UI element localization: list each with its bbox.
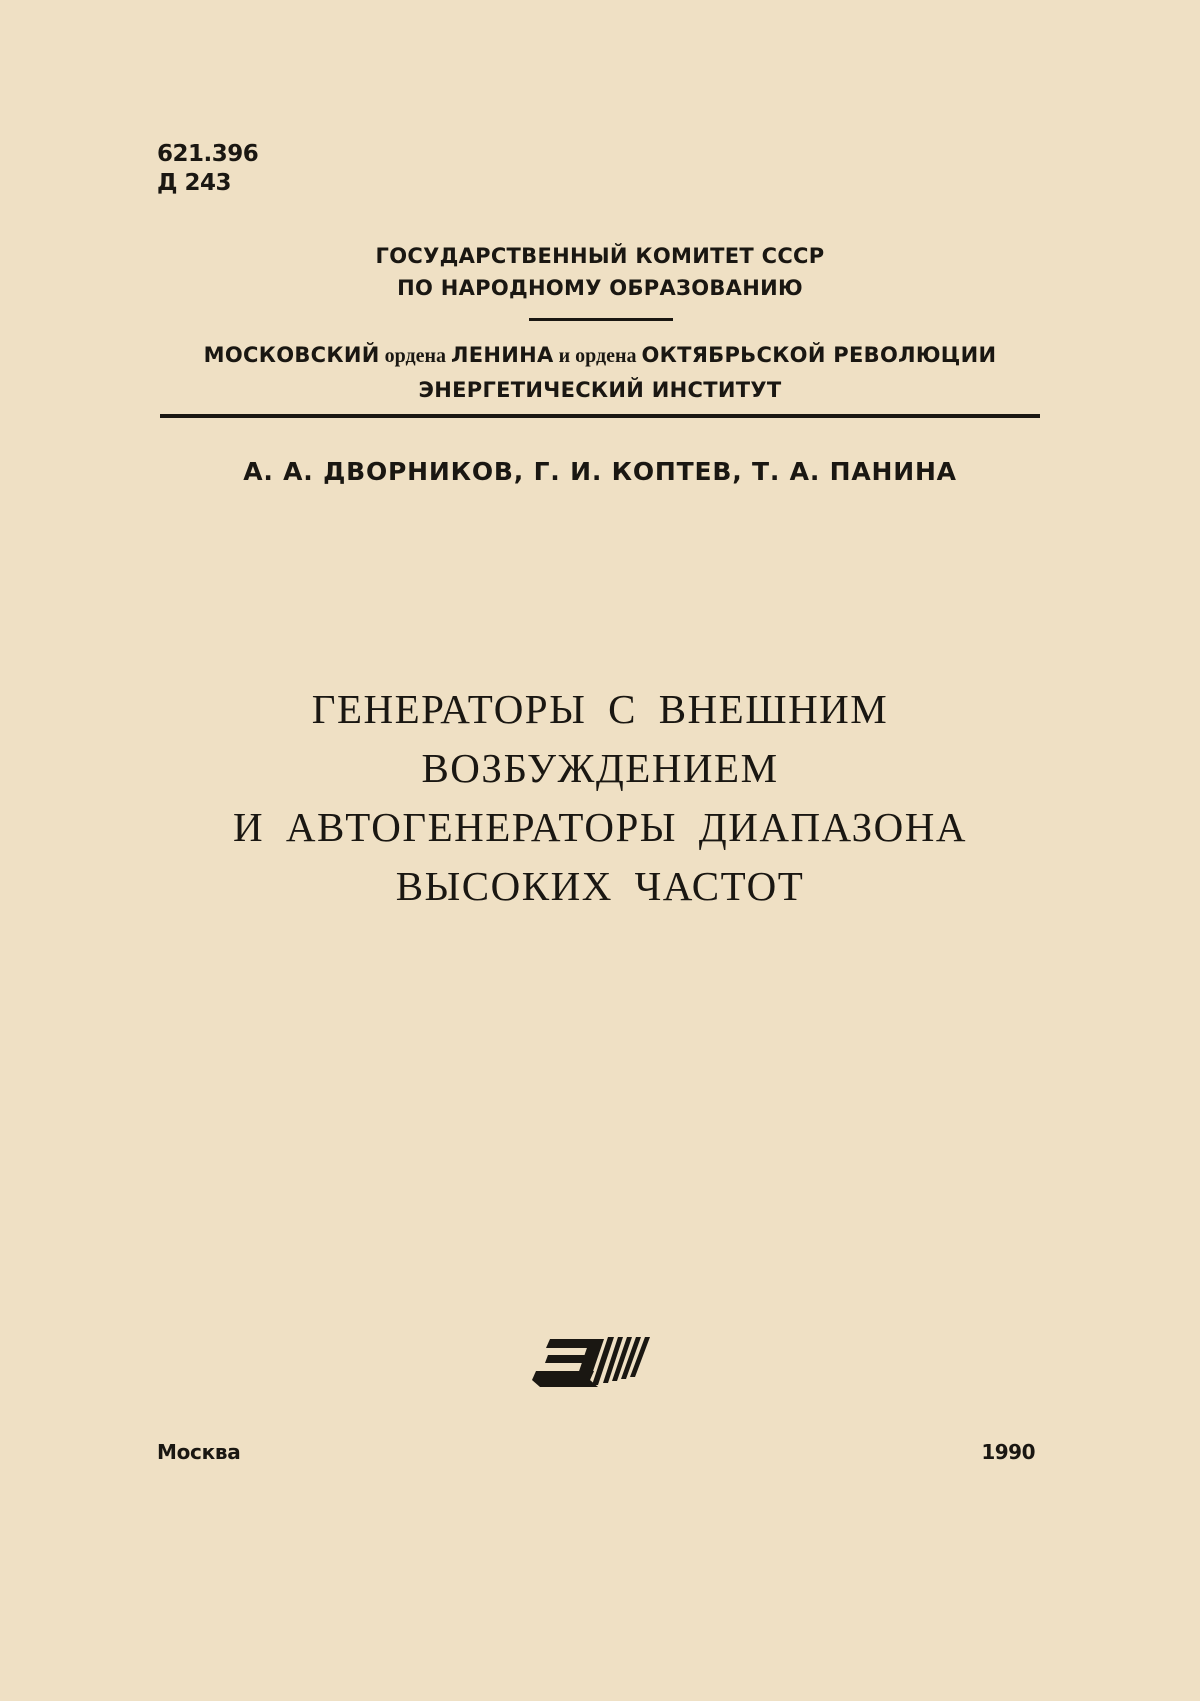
institute-heading [0, 338, 1200, 407]
long-divider [160, 414, 1040, 418]
author-mark: Д 243 [157, 170, 232, 196]
institute-name-part-4: и ордена [553, 345, 642, 367]
institute-line-2: ЭНЕРГЕТИЧЕСКИЙ ИНСТИТУТ [418, 378, 782, 402]
title-line-2: ВОЗБУЖДЕНИЕМ [421, 745, 779, 791]
institute-line-1 [0, 338, 1200, 373]
publication-city: Москва [157, 1440, 241, 1464]
publication-year: 1990 [981, 1440, 1035, 1464]
udc-code: 621.396 [157, 141, 259, 167]
committee-line-2: ПО НАРОДНОМУ ОБРАЗОВАНИЮ [397, 276, 803, 300]
committee-line-1: ГОСУДАРСТВЕННЫЙ КОМИТЕТ СССР [375, 244, 825, 268]
title-line-1: ГЕНЕРАТОРЫ С ВНЕШНИМ [311, 686, 889, 732]
institute-name-part-5: ОКТЯБРЬСКОЙ РЕВОЛЮЦИИ [641, 343, 997, 367]
publisher-logo-icon [528, 1335, 652, 1395]
title-line-4: ВЫСОКИХ ЧАСТОТ [395, 863, 805, 909]
authors: А. А. ДВОРНИКОВ, Г. И. КОПТЕВ, Т. А. ПАНИНА [243, 457, 957, 486]
institute-name-part-3: ЛЕНИНА [450, 343, 554, 367]
committee-heading [0, 240, 1200, 304]
institute-name-part-1: МОСКОВСКИЙ [203, 343, 380, 367]
book-title [0, 680, 1200, 916]
udc-classification [157, 140, 258, 198]
institute-name-part-2: ордена [379, 345, 451, 367]
short-divider [529, 318, 673, 321]
title-line-3: И АВТОГЕНЕРАТОРЫ ДИАПАЗОНА [232, 804, 968, 850]
